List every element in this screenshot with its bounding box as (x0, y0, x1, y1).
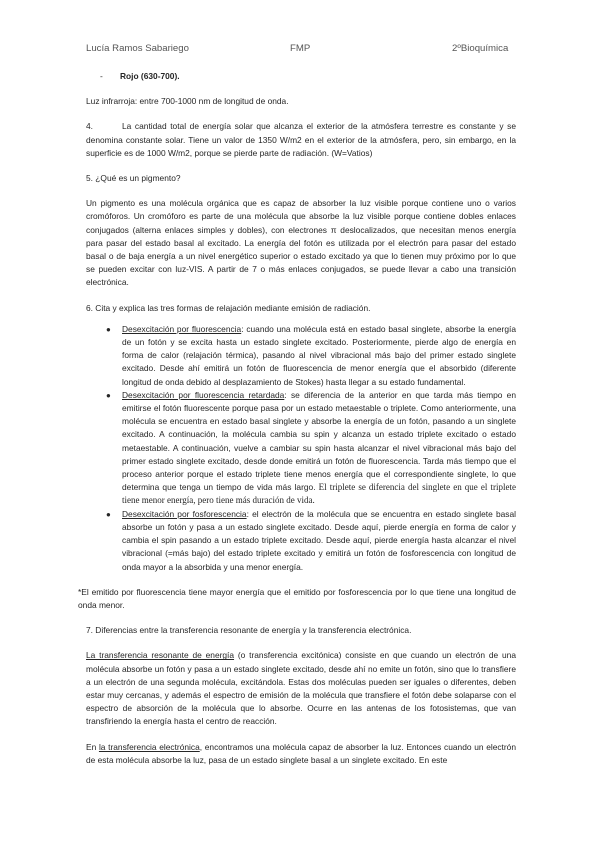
header-course: 2ºBioquímica (452, 43, 509, 54)
delayed-text: : se diferencia de la anterior en que tarda más tiempo en emitirse el fotón fluorescente porque pasa por un estado metaestable o triplete. Como anteriormente, una molécula se encuentra en estado basal singlete y absorbe la energía de un fotón, pasando a un singlete excitado. A continuación, la molécula cambia su spin y alcanza un estado triplete excitado o estado metaestable. A continuación, vuelve a cambiar su spin hasta alcanzar el nivel vibracional más bajo del primer estado singlete excitado, desde donde emitirá un fotón de fluorescencia. Tarda más tiempo que el proceso anterior porque el estado triplete tiene menos energía que el correspondiente singlete, lo que determina que tenga un tiempo de vida más largo. (122, 389, 517, 493)
phosphorescence-text: : el electrón de la molécula que se encuentra en estado singlete basal absorbe un fotón y pasa a un estado singlete excitado. Desde aquí, pierde energía en forma de calor y cambia el spin pasando a un estado triplete excitado. Desde aquí, pierde energía hasta alcanzar el nivel vibracional (=más bajo) del estado triplete excitado y emitirá un fotón de fosforescencia con longitud de onda mayor a la absorbida y una menor energía. (122, 508, 516, 572)
question-7: 7. Diferencias entre la transferencia resonante de energía y la transferencia electrónica. (86, 625, 412, 636)
list-item-fluorescence (86, 323, 516, 389)
bullet-icon: ● (106, 509, 111, 519)
delayed-title: Desexcitación por fluorescencia retardada (122, 389, 285, 400)
bullet-icon: ● (106, 390, 111, 400)
infrared-paragraph: Luz infrarroja: entre 700-1000 nm de longitud de onda. (86, 96, 289, 107)
paragraph-4-number: 4. (86, 121, 93, 132)
question-6: 6. Cita y explica las tres formas de relajación mediante emisión de radiación. (86, 302, 371, 313)
fluorescence-text: : cuando una molécula está en estado basal singlete, absorbe la energía de un fotón y se excita hasta un estado singlete excitado. Posteriormente, pierde algo de energía en forma de calor (relajación térmica), pasando al nivel vibracional más bajo del primer estado singlete excitado. Desde ahí emitirá un fotón de fluorescencia de menor energía que el absorbido (diferente longitud de onda debido al desplazamiento de Stokes) hasta llegar a su estado fundamental. (122, 323, 516, 387)
paragraph-4 (86, 120, 516, 160)
paragraph-4-text: La cantidad total de energía solar que alcanza el exterior de la atmósfera terrestre es constante y se denomina constante solar. Tiene un valor de 1350 W/m2 en el exterior de la atmósfera, pero, sin embargo, en la superficie es de 1000 W/m2, porque se pierde parte de radiación. (W=Vatios) (86, 121, 516, 158)
list-item-delayed-fluorescence (86, 389, 516, 508)
list-item-phosphorescence (86, 508, 516, 574)
header-subject: FMP (290, 43, 311, 54)
document-body (78, 70, 517, 767)
electronic-transfer-prefix: En (86, 741, 99, 752)
answer-5: Un pigmento es una molécula orgánica que es capaz de absorber la luz visible porque contiene uno o varios cromóforos. Un cromóforo es parte de una molécula que absorbe la luz visible porque contiene dobles enlaces conjugados (alterna enlaces simples y dobles), con electrones π deslocalizados, que necesitan menos energía para pasar del estado basal al excitado. La energía del fotón es utilizada por el electrón para pasar del estado basal o de baja energía a un nivel energético superior o estado excitado ya que lo tienen muy próximo por lo que se pueden excitar con luz-VIS. A partir de 7 o más enlaces conjugados, se puede llevar a cabo una transición electrónica. (86, 198, 516, 288)
relaxation-list (86, 323, 516, 574)
electronic-transfer-title: la transferencia electrónica (98, 741, 200, 752)
bullet-icon: ● (106, 324, 111, 334)
dash-bullet: - (100, 71, 103, 81)
rojo-text: Rojo (630-700). (120, 71, 180, 81)
answer-7b (86, 741, 516, 767)
footnote: *El emitido por fluorescencia tiene mayor energía que el emitido por fosforescencia por lo que tiene una longitud de onda menor. (78, 586, 516, 610)
list-item-rojo (100, 70, 516, 83)
question-5: 5. ¿Qué es un pigmento? (86, 173, 181, 184)
fluorescence-title: Desexcitación por fluorescencia (122, 323, 242, 334)
phosphorescence-title: Desexcitación por fosforescencia (122, 508, 247, 519)
header-author: Lucía Ramos Sabariego (86, 43, 189, 54)
resonant-transfer-text: (o transferencia excitónica) consiste en que cuando un electrón de una molécula absorbe un fotón y pasa a un estado singlete excitado, desde ahí no emite un fotón, sino que lo transfiere a un electrón de una segunda molécula, excitándola. Estas dos moléculas pueden ser iguales o diferentes, deben estar muy cercanas, y además el espectro de emisión de la molécula que transfiere el fotón debe solaparse con el espectro de absorción de la molécula que lo absorbe. Ocurre en las antenas de los fotosistemas, que van transfiriendo la energía hasta el centro de reacción. (86, 650, 517, 727)
electronic-transfer-text: , encontramos una molécula capaz de absorber la luz. Entonces cuando un electrón de esta molécula absorbe la luz, pasa de un estado singlete basal a un singlete excitado. En este (86, 741, 516, 765)
answer-7 (86, 649, 516, 728)
resonant-transfer-title: La transferencia resonante de energía (86, 650, 235, 661)
delayed-serif-note: El triplete se diferencia del singlete en que el triplete tiene menor energía, pero tiene más duración de vida. (122, 482, 516, 506)
